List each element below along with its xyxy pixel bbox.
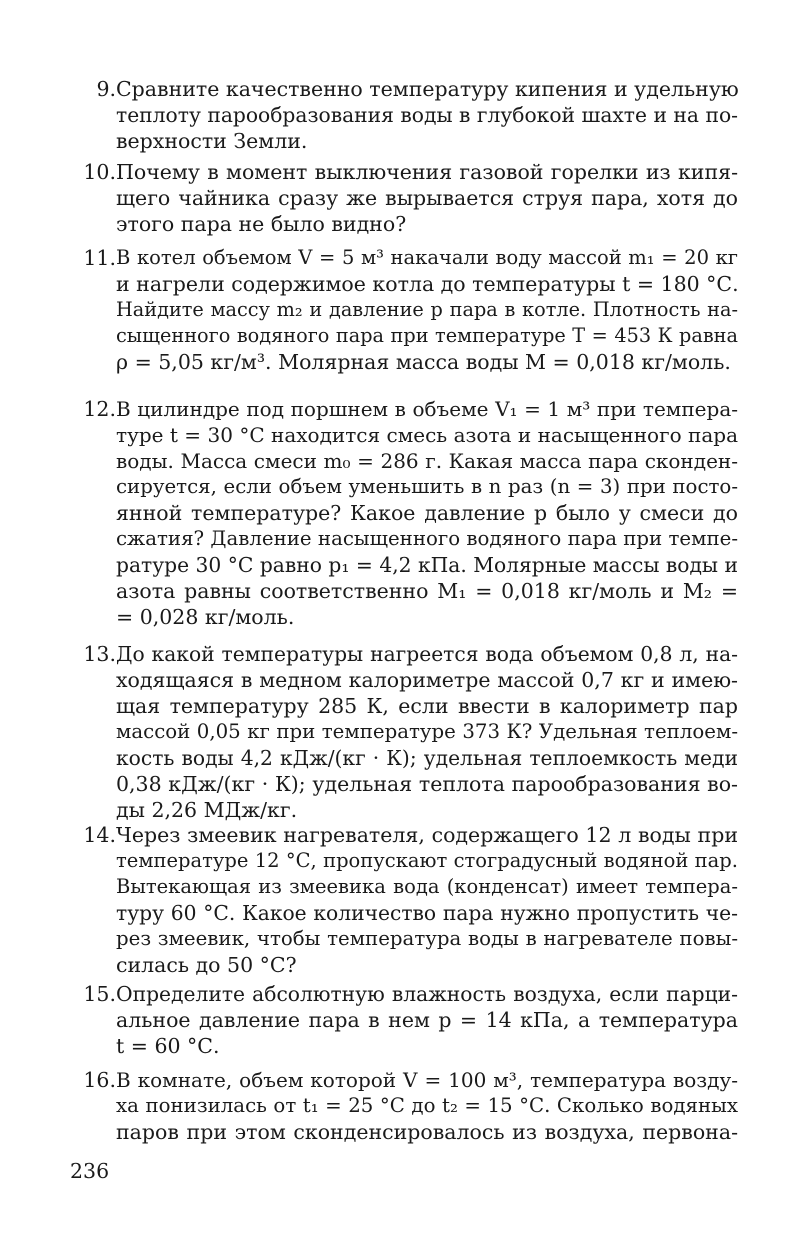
problem-text-line: t = 60 °С. (116, 1034, 220, 1058)
problem-text-line: паров при этом сконденсировалось из воздуха, первона- (116, 1120, 738, 1144)
problem-text-line: Сравните качественно температуру кипения и удельную (116, 77, 739, 101)
problem-text-line: туру 60 °С. Какое количество пара нужно пропустить че- (116, 901, 738, 925)
problem-text-line: В цилиндре под поршнем в объеме V₁ = 1 м³ при темпера- (116, 397, 738, 421)
problem-text-line: щего чайника сразу же вырывается струя пара, хотя до (116, 186, 738, 210)
problem-text-line: кость воды 4,2 кДж/(кг · К); удельная теплоемкость меди (116, 746, 738, 770)
problem-text-line: ды 2,26 МДж/кг. (116, 798, 298, 822)
problem-text-line: альное давление пара в нем p = 14 кПа, а температура (116, 1008, 738, 1032)
problem-text-line: ходящаяся в медном калориметре массой 0,7 кг и имею- (116, 668, 738, 692)
problem-text-line: янной температуре? Какое давление p было у смеси до (116, 501, 738, 525)
problem-text-line: Вытекающая из змеевика вода (конденсат) имеет темпера- (116, 875, 738, 898)
problem-text-line: ρ = 5,05 кг/м³. Молярная масса воды M = 0,018 кг/моль. (116, 350, 731, 374)
problem-text-line: сыщенного водяного пара при температуре T = 453 К равна (116, 324, 738, 347)
problem-number: 12. (83, 397, 116, 421)
problem-text-line: сжатия? Давление насыщенного водяного пара при темпе- (116, 527, 738, 550)
problem-text-line: Почему в момент выключения газовой горелки из кипя- (116, 160, 738, 184)
problem-text-line: щая температуру 285 К, если ввести в калориметр пар (116, 694, 738, 718)
problem-text-line: Через змеевик нагревателя, содержащего 12 л воды при (116, 823, 738, 847)
page-number: 236 (70, 1159, 110, 1183)
problem-number: 11. (83, 246, 116, 270)
problem-text-line: сируется, если объем уменьшить в n раз (n = 3) при посто- (116, 475, 738, 498)
problem-number: 9. (96, 77, 116, 101)
problem-text-line: азота равны соответственно M₁ = 0,018 кг/моль и M₂ = (116, 579, 738, 603)
problem-text-line: До какой температуры нагреется вода объемом 0,8 л, на- (116, 642, 738, 666)
problem-number: 14. (83, 823, 116, 847)
problem-text-line: ха понизилась от t₁ = 25 °С до t₂ = 15 °С. Сколько водяных (116, 1094, 738, 1117)
problem-text-line: Найдите массу m₂ и давление p пара в котле. Плотность на- (116, 298, 738, 321)
problem-text-line: рез змеевик, чтобы температура воды в нагревателе повы- (116, 927, 738, 950)
problem-text-line: 0,38 кДж/(кг · К); удельная теплота парообразования во- (116, 772, 738, 796)
problem-text-line: ратуре 30 °С равно p₁ = 4,2 кПа. Молярные массы воды и (116, 553, 738, 577)
problem-text-line: В комнате, объем которой V = 100 м³, температура возду- (116, 1068, 738, 1092)
problem-text-line: температуре 12 °С, пропускают стоградусный водяной пар. (116, 849, 738, 872)
problem-text-line: верхности Земли. (116, 129, 308, 153)
problem-text-line: = 0,028 кг/моль. (116, 605, 295, 629)
problem-text-line: массой 0,05 кг при температуре 373 К? Удельная теплоем- (116, 720, 738, 743)
problem-text-line: теплоту парообразования воды в глубокой шахте и на по- (116, 103, 738, 127)
problem-text-line: Определите абсолютную влажность воздуха, если парци- (116, 982, 738, 1006)
problem-number: 10. (83, 160, 116, 184)
problem-number: 15. (83, 982, 116, 1006)
problem-text-line: и нагрели содержимое котла до температуры t = 180 °С. (116, 272, 739, 296)
problem-number: 13. (83, 642, 116, 666)
problem-text-line: силась до 50 °С? (116, 953, 297, 977)
problem-text-line: туре t = 30 °С находится смесь азота и насыщенного пара (116, 423, 738, 447)
problem-number: 16. (83, 1068, 116, 1092)
problem-text-line: этого пара не было видно? (116, 212, 407, 236)
problem-text-line: В котел объемом V = 5 м³ накачали воду массой m₁ = 20 кг (116, 246, 738, 269)
problem-text-line: воды. Масса смеси m₀ = 286 г. Какая масса пара сконден- (116, 449, 738, 473)
